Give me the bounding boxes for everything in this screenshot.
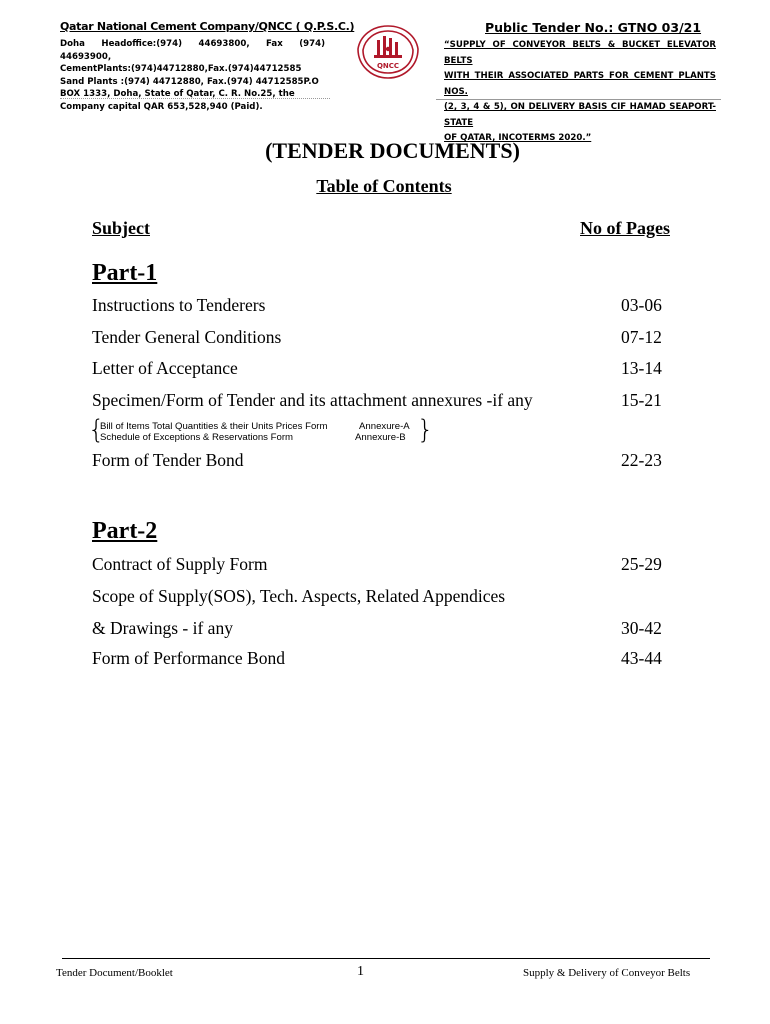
toc-entry-label: Scope of Supply(SOS), Tech. Aspects, Related Appendices (92, 586, 506, 606)
footer-divider (62, 958, 710, 959)
toc-entry-pages: 07-12 (621, 327, 662, 347)
toc-entry-label: Contract of Supply Form (92, 554, 268, 574)
annexure-ref: Annexure-B (355, 432, 406, 443)
tender-line: (2, 3, 4 & 5), ON DELIVERY BASIS CIF HAMAD SEAPORT- STATE (444, 102, 716, 128)
toc-entry-label: Instructions to Tenderers (92, 295, 266, 315)
footer-subject: Supply & Delivery of Conveyor Belts (523, 967, 691, 979)
qncc-logo (352, 22, 424, 82)
toc-entry-label: & Drawings - if any (92, 618, 233, 638)
toc-entry-label: Form of Tender Bond (92, 450, 244, 470)
right-brace: } (417, 415, 434, 445)
toc-entry-pages: 13-14 (621, 358, 662, 378)
toc-entry-label: Form of Performance Bond (92, 648, 285, 668)
header-divider-right (436, 99, 721, 100)
toc-entry-pages: 30-42 (621, 618, 662, 638)
toc-entry-label: Letter of Acceptance (92, 358, 238, 378)
toc-entry-pages: 25-29 (621, 554, 662, 574)
toc-entry-label: Tender General Conditions (92, 327, 282, 347)
page-number: 1 (357, 964, 364, 979)
company-line: CementPlants:(974)44712880,Fax.(974)44712585 (60, 64, 302, 74)
toc-entry-pages: 03-06 (621, 295, 662, 315)
part1-title: Part-1 (92, 260, 158, 286)
annexure-label: Schedule of Exceptions & Reservations Form (100, 432, 294, 443)
company-line: BOX 1333, Doha, State of Qatar, C. R. No.25, the (60, 89, 295, 99)
company-line: Company capital QAR 653,528,940 (Paid). (60, 101, 263, 112)
part2-title: Part-2 (92, 518, 158, 544)
annexure-list (88, 415, 434, 446)
column-header-pages: No of Pages (580, 218, 670, 238)
column-header-subject: Subject (92, 218, 150, 238)
toc-entry-pages: 22-23 (621, 450, 662, 470)
tender-number-title: Public Tender No.: GTNO 03/21 (485, 20, 702, 35)
footer-document-name: Tender Document/Booklet (56, 967, 173, 979)
logo-text: QNCC (376, 62, 400, 70)
header-divider-left (60, 98, 330, 99)
tender-line: OF QATAR, INCOTERMS 2020.” (444, 133, 592, 143)
document-title: (TENDER DOCUMENTS) (265, 138, 520, 163)
annexure-ref: Annexure-A (359, 421, 410, 432)
tender-description (444, 38, 716, 147)
company-line: Sand Plants :(974) 44712880, Fax.(974) 44712585P.O (60, 76, 319, 87)
annexure-label: Bill of Items Total Quantities & their Units Prices Form (100, 421, 328, 432)
tender-line: “SUPPLY OF CONVEYOR BELTS & BUCKET ELEVATOR BELTS (444, 40, 716, 66)
company-contact-block (60, 38, 325, 113)
company-line: Doha Headoffice:(974) 44693800, Fax (974) 44693900, (60, 39, 325, 62)
company-title: Qatar National Cement Company/QNCC ( Q.P.S.C.) (60, 20, 355, 33)
toc-entry-label: Specimen/Form of Tender and its attachment annexures -if any (92, 390, 533, 410)
toc-title: Table of Contents (316, 176, 452, 196)
tender-line: WITH THEIR ASSOCIATED PARTS FOR CEMENT PLANTS NOS. (444, 71, 716, 97)
toc-entry-pages: 15-21 (621, 390, 662, 410)
toc-entry-pages: 43-44 (621, 648, 662, 668)
left-brace: { (88, 415, 105, 445)
